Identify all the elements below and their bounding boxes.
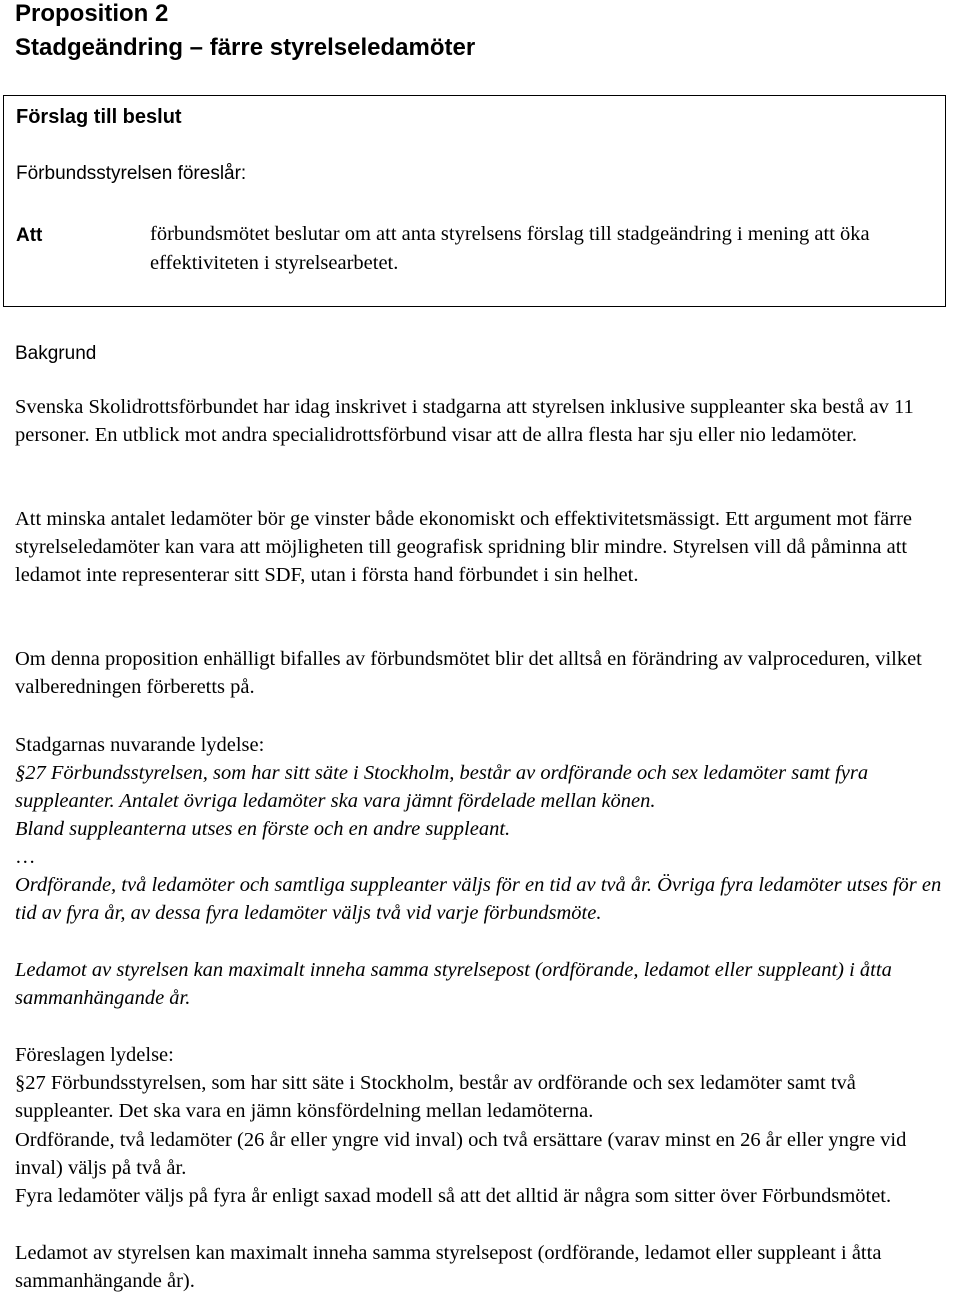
current-wording-label: Stadgarnas nuvarande lydelse: (15, 734, 265, 756)
proposal-heading: Förslag till beslut (16, 106, 182, 128)
proposal-box (3, 95, 946, 307)
page-title (15, 0, 475, 65)
current-wording-line-1: §27 Förbundsstyrelsen, som har sitt säte i Stockholm, består av ordförande och sex ledamöter samt fyra suppleanter. Antalet övriga ledamöter ska vara jämnt fördelade mellan könen. (15, 762, 869, 813)
current-wording-line-4: Ledamot av styrelsen kan maximalt inneha samma styrelsepost (ordförande, ledamot eller suppleant) i åtta sammanhängande år. (15, 959, 892, 1010)
proposed-wording-label: Föreslagen lydelse: (15, 1044, 174, 1066)
current-wording-line-3: Ordförande, två ledamöter och samtliga suppleanter väljs för en tid av två år. Övriga fyra ledamöter utses för en tid av fyra år, av dessa fyra ledamöter väljs två vid varje förbundsmöte. (15, 874, 942, 925)
proposed-wording-line-2: Ordförande, två ledamöter (26 år eller yngre vid inval) och två ersättare (varav minst en 26 år eller yngre vid inval) väljs på två år. (15, 1129, 907, 1180)
background-paragraph-1: Svenska Skolidrottsförbundet har idag inskrivet i stadgarna att styrelsen inklusive suppleanter ska bestå av 11 personer. En utblick mot andra specialidrottsförbund visar att de allra flesta har sju eller nio ledamöter. (15, 396, 914, 447)
title-line-2: Stadgeändring – färre styrelseledamöter (15, 34, 476, 61)
current-wording-ellipsis: … (15, 846, 36, 868)
background-paragraph-3: Om denna proposition enhälligt bifalles av förbundsmötet blir det alltså en förändring av valproceduren, vilket valberedningen förberetts på. (15, 648, 922, 699)
current-wording-line-2: Bland suppleanterna utses en förste och en andre suppleant. (15, 818, 511, 840)
att-label: Att (16, 225, 43, 246)
background-label: Bakgrund (15, 343, 97, 364)
proposed-wording-line-1: §27 Förbundsstyrelsen, som har sitt säte i Stockholm, består av ordförande och sex ledamöter samt två suppleanter. Det ska vara en jämn könsfördelning mellan ledamöterna. (15, 1072, 856, 1123)
proposed-wording-line-4: Ledamot av styrelsen kan maximalt inneha samma styrelsepost (ordförande, ledamot eller suppleant i åtta sammanhängande år). (15, 1242, 882, 1293)
att-text: förbundsmötet beslutar om att anta styrelsens förslag till stadgeändring i mening att öka effektiviteten i styrelsearbetet. (150, 223, 870, 274)
background-paragraph-2: Att minska antalet ledamöter bör ge vinster både ekonomiskt och effektivitetsmässigt. Ett argument mot färre styrelseledamöter kan vara att möjligheten till geografisk spridning blir mindre. Styrelsen vill då påminna att ledamot inte representerar sitt SDF, utan i första hand förbundet i sin helhet. (15, 508, 913, 587)
proposer-label: Förbundsstyrelsen föreslår: (16, 163, 247, 184)
title-line-1: Proposition 2 (15, 0, 169, 27)
proposed-wording-line-3: Fyra ledamöter väljs på fyra år enligt saxad modell så att det alltid är några som sitter över Förbundsmötet. (15, 1185, 892, 1207)
